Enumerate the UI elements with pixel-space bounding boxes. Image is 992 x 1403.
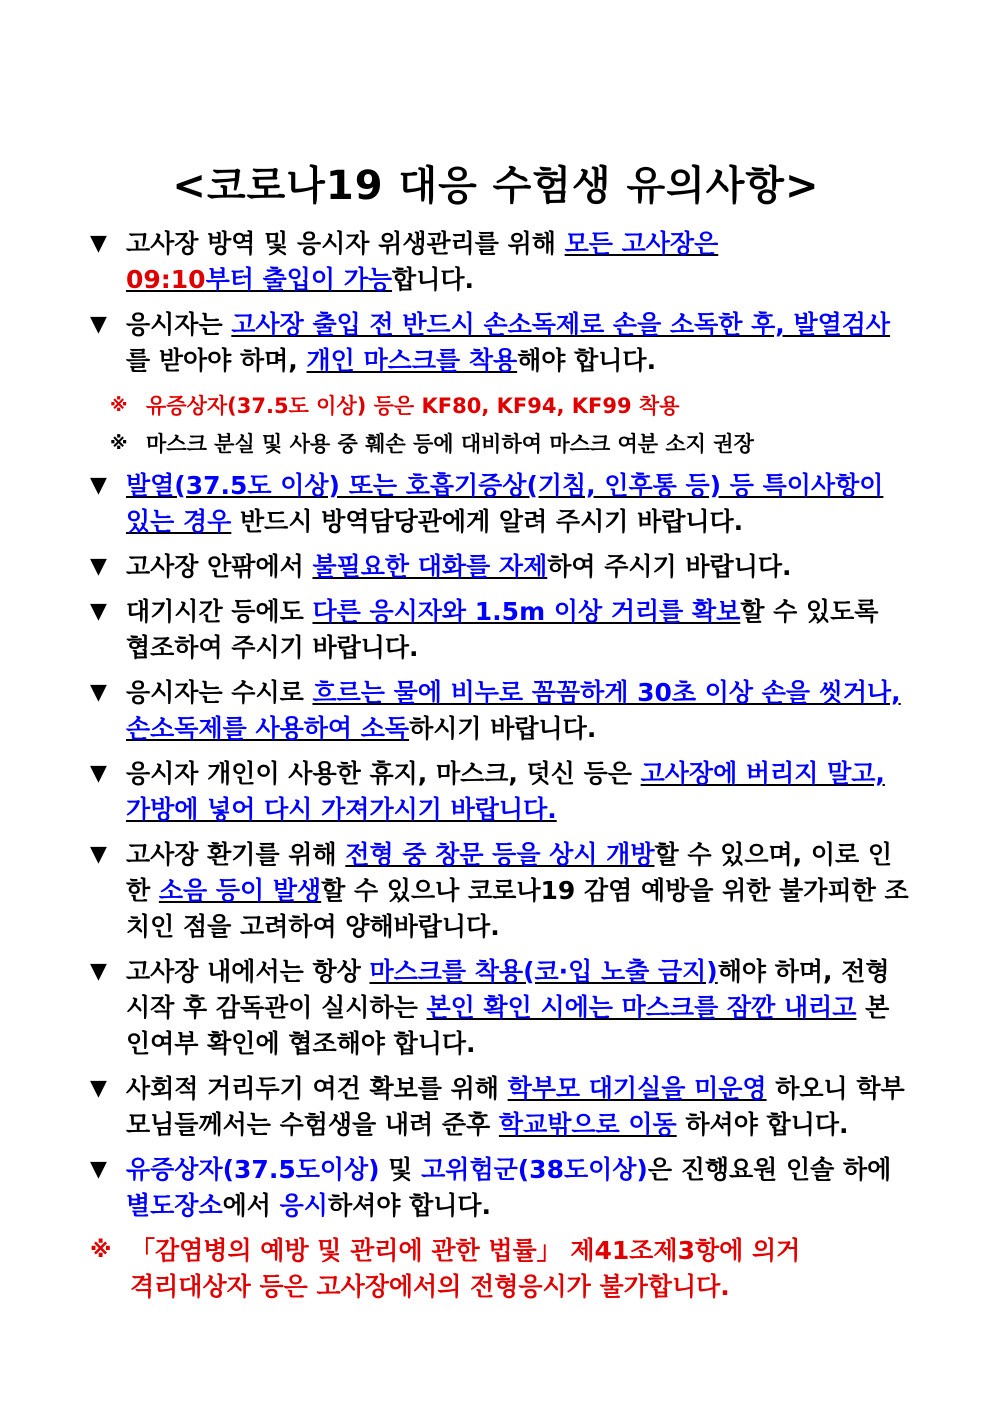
notice-list bbox=[90, 226, 910, 1305]
note-black: ※ 마스크 분실 및 사용 중 훼손 등에 대비하여 마스크 여분 소지 권장 bbox=[90, 426, 910, 462]
list-item: ▼ 대기시간 등에도 다른 응시자와 1.5m 이상 거리를 확보할 수 있도록 협조하여 주시기 바랍니다. bbox=[90, 594, 910, 666]
list-item: ▼ 고사장 환기를 위해 전형 중 창문 등을 상시 개방할 수 있으며, 이로 인한 소음 등이 발생할 수 있으나 코로나19 감염 예방을 위한 불가피한 조치인 점을 고려하여 양해바랍니다. bbox=[90, 837, 910, 945]
reference-mark-icon: ※ bbox=[110, 395, 128, 416]
triangle-bullet-icon: ▼ bbox=[90, 842, 107, 867]
note-red: ※ 유증상자(37.5도 이상) 등은 KF80, KF94, KF99 착용 bbox=[90, 388, 910, 424]
reference-mark-icon: ※ bbox=[90, 1238, 112, 1263]
triangle-bullet-icon: ▼ bbox=[90, 959, 107, 984]
reference-mark-icon: ※ bbox=[110, 433, 128, 454]
triangle-bullet-icon: ▼ bbox=[90, 1157, 107, 1182]
legal-notice: ※ 「감염병의 예방 및 관리에 관한 법률」 제41조제3항에 의거 격리대상자 등은 고사장에서의 전형응시가 불가합니다. bbox=[90, 1233, 910, 1305]
list-item: ▼ 고사장 방역 및 응시자 위생관리를 위해 모든 고사장은 09:10부터 출입이 가능합니다. bbox=[90, 226, 910, 298]
list-item: ▼ 고사장 내에서는 항상 마스크를 착용(코·입 노출 금지)해야 하며, 전형 시작 후 감독관이 실시하는 본인 확인 시에는 마스크를 잠깐 내리고 본인여부 확인에 협조해야 합니다. bbox=[90, 954, 910, 1062]
list-item: ▼ 유증상자(37.5도이상) 및 고위험군(38도이상)은 진행요원 인솔 하에 별도장소에서 응시하셔야 합니다. bbox=[90, 1152, 910, 1224]
triangle-bullet-icon: ▼ bbox=[90, 231, 107, 256]
list-item: ▼ 사회적 거리두기 여건 확보를 위해 학부모 대기실을 미운영 하오니 학부모님들께서는 수험생을 내려 준후 학교밖으로 이동 하셔야 합니다. bbox=[90, 1071, 910, 1143]
triangle-bullet-icon: ▼ bbox=[90, 599, 107, 624]
triangle-bullet-icon: ▼ bbox=[90, 761, 107, 786]
page-title: <코로나19 대응 수험생 유의사항> bbox=[172, 163, 820, 209]
triangle-bullet-icon: ▼ bbox=[90, 554, 107, 579]
list-item: ▼ 고사장 안팎에서 불필요한 대화를 자제하여 주시기 바랍니다. bbox=[90, 549, 910, 585]
list-item: ▼ 발열(37.5도 이상) 또는 호흡기증상(기침, 인후통 등) 등 특이사항이 있는 경우 반드시 방역담당관에게 알려 주시기 바랍니다. bbox=[90, 468, 910, 540]
triangle-bullet-icon: ▼ bbox=[90, 1076, 107, 1101]
triangle-bullet-icon: ▼ bbox=[90, 680, 107, 705]
list-item: ▼ 응시자는 수시로 흐르는 물에 비누로 꼼꼼하게 30초 이상 손을 씻거나, 손소독제를 사용하여 소독하시기 바랍니다. bbox=[90, 675, 910, 747]
triangle-bullet-icon: ▼ bbox=[90, 473, 107, 498]
list-item: ▼ 응시자 개인이 사용한 휴지, 마스크, 덧신 등은 고사장에 버리지 말고, 가방에 넣어 다시 가져가시기 바랍니다. bbox=[90, 756, 910, 828]
list-item: ▼ 응시자는 고사장 출입 전 반드시 손소독제로 손을 소독한 후, 발열검사를 받아야 하며, 개인 마스크를 착용해야 합니다. bbox=[90, 307, 910, 379]
triangle-bullet-icon: ▼ bbox=[90, 312, 107, 337]
